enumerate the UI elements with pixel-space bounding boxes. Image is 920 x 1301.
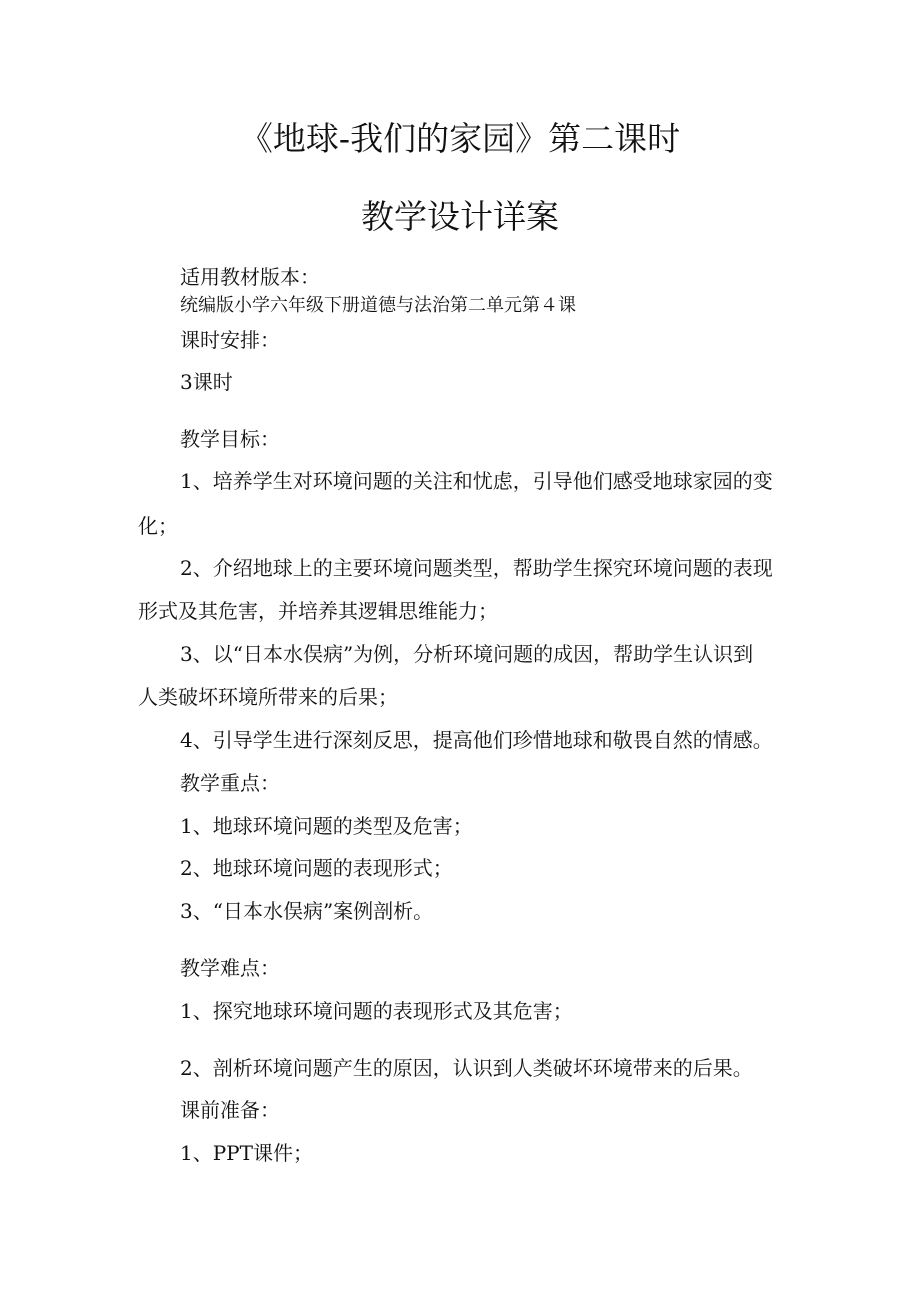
- difficulty-2: 2、剖析环境问题产生的原因，认识到人类破坏环境带来的后果。: [180, 1056, 753, 1080]
- schedule-label: 课时安排：: [180, 328, 280, 352]
- objective-1-line1: 1、培养学生对环境问题的关注和忧虑，引导他们感受地球家园的变: [180, 469, 773, 493]
- document-title-line2: 教学设计详案: [361, 197, 559, 236]
- difficulties-label: 教学难点：: [180, 956, 280, 980]
- schedule-value: 3课时: [180, 370, 233, 394]
- textbook-label: 适用教材版本：: [180, 265, 320, 289]
- key-point-1: 1、地球环境问题的类型及危害；: [180, 814, 473, 838]
- preparation-1: 1、PPT课件；: [180, 1141, 313, 1165]
- textbook-value: 统编版小学六年级下册道德与法治第二单元第４课: [180, 295, 576, 316]
- objective-3-line2: 人类破坏环境所带来的后果；: [138, 685, 398, 709]
- document-title-line1: 《地球-我们的家园》第二课时: [239, 119, 681, 158]
- key-point-3: 3、“日本水俣病”案例剖析。: [180, 899, 434, 923]
- objective-1-line2: 化；: [138, 514, 178, 538]
- key-points-label: 教学重点：: [180, 771, 280, 795]
- objective-2-line2: 形式及其危害，并培养其逻辑思维能力；: [138, 599, 498, 623]
- objectives-label: 教学目标：: [180, 427, 280, 451]
- objective-4: 4、引导学生进行深刻反思，提高他们珍惜地球和敬畏自然的情感。: [180, 728, 773, 752]
- preparation-label: 课前准备：: [180, 1098, 280, 1122]
- key-point-2: 2、地球环境问题的表现形式；: [180, 856, 453, 880]
- difficulty-1: 1、探究地球环境问题的表现形式及其危害；: [180, 999, 573, 1023]
- objective-2-line1: 2、介绍地球上的主要环境问题类型，帮助学生探究环境问题的表现: [180, 556, 773, 580]
- objective-3-line1: 3、以“日本水俣病”为例，分析环境问题的成因，帮助学生认识到: [180, 642, 754, 666]
